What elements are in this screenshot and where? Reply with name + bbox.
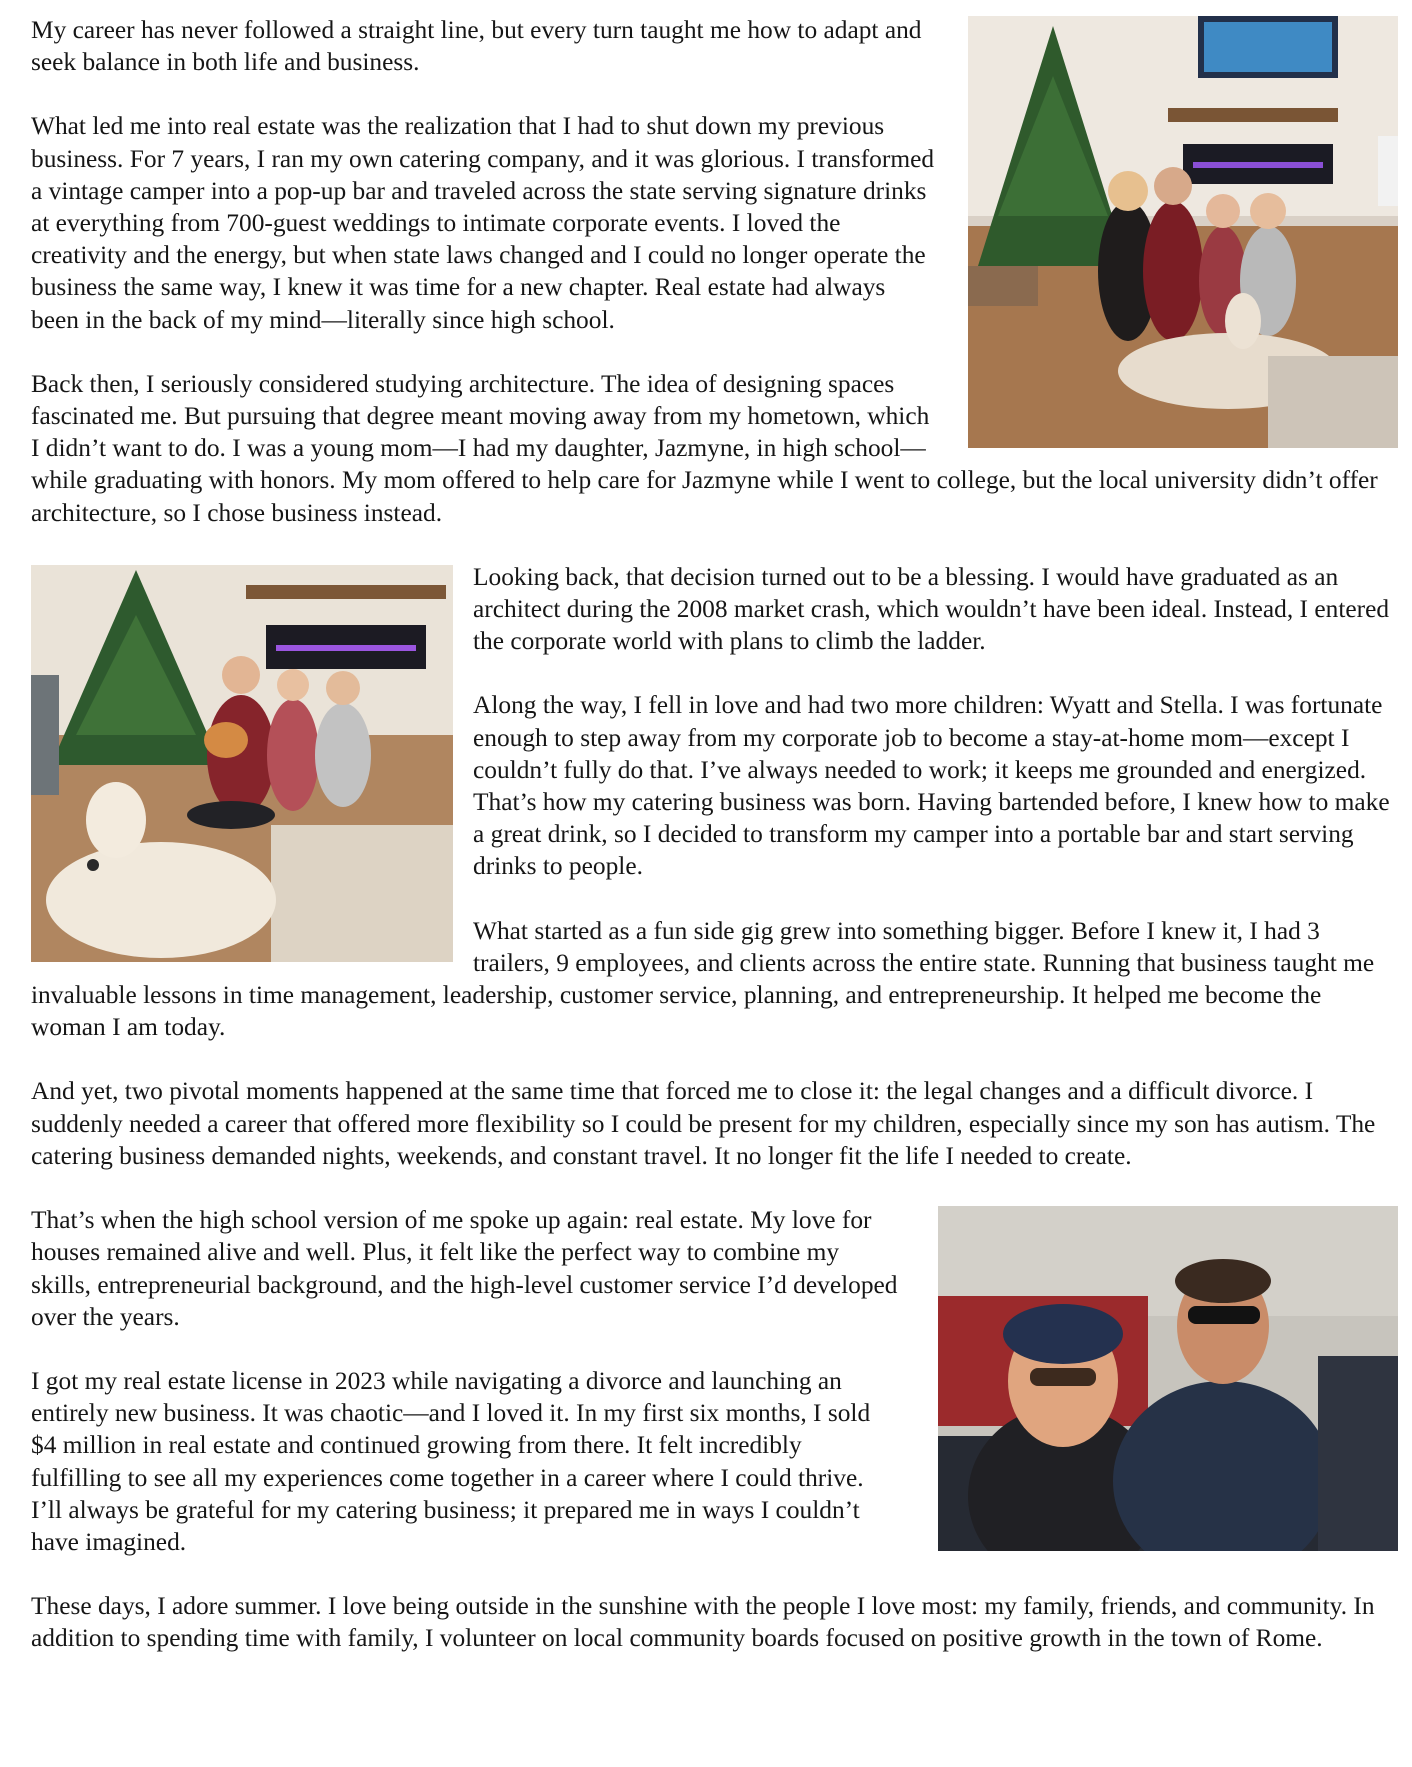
paragraph-1: My career has never followed a straight line, but every turn taught me how to adapt and seek balance in both life and business. xyxy=(31,16,922,77)
paragraph-8: That’s when the high school version of me spoke up again: real estate. My love for houses remained alive and well. Plus, it felt like the perfect way to combine my skills, entrepreneurial background, and the high-level customer service I’d developed over the years. xyxy=(31,1206,898,1331)
article xyxy=(31,14,1398,1687)
paragraph-4: Looking back, that decision turned out to be a blessing. I would have graduated as an architect during the 2008 market crash, which wouldn’t have been ideal. Instead, I entered the corporate world with plans to climb the ladder. xyxy=(473,562,1390,656)
couple-convertible-photo xyxy=(938,1206,1398,1551)
paragraph-2: What led me into real estate was the realization that I had to shut down my previous business. For 7 years, I ran my own catering company, and it was glorious. I transformed a vintage camper into a pop-up bar and traveled across the state serving signature drinks at everything from 700-guest weddings to intimate corporate events. I loved the creativity and the energy, but when state laws changed and I could no longer operate the business the same way, I knew it was time for a new chapter. Real estate had always been in the back of my mind—literally since high school. xyxy=(31,112,935,334)
paragraph-3: Back then, I seriously considered studying architecture. The idea of designing spaces fascinated me. But pursuing that degree meant moving away from my hometown, which I didn’t want to do. I was a young mom—I had my daughter, Jazmyne, in high school—while graduating with honors. My mom offered to help care for Jazmyne while I went to college, but the local university didn’t offer architecture, so I chose business instead. xyxy=(31,369,1378,527)
paragraph-9: I got my real estate license in 2023 while navigating a divorce and launching an entirely new business. It was chaotic—and I loved it. In my first six months, I sold $4 million in real estate and continued growing from there. It felt incredibly fulfilling to see all my experiences come together in a career where I could thrive. I’ll always be grateful for my catering business; it prepared me in ways I couldn’t have imagined. xyxy=(31,1366,871,1556)
paragraph-5: Along the way, I fell in love and had two more children: Wyatt and Stella. I was fortunate enough to step away from my corporate job to become a stay-at-home mom—except I couldn’t fully do that. I’ve always needed to work; it keeps me grounded and energized. That’s how my catering business was born. Having bartended before, I knew how to make a great drink, so I decided to transform my camper into a portable bar and start serving drinks to people. xyxy=(473,691,1390,881)
paragraph-10: These days, I adore summer. I love being outside in the sunshine with the people I love most: my family, friends, and community. In addition to spending time with family, I volunteer on local community boards focused on positive growth in the town of Rome. xyxy=(31,1592,1375,1653)
paragraph-7: And yet, two pivotal moments happened at the same time that forced me to close it: the legal changes and a difficult divorce. I suddenly needed a career that offered more flexibility so I could be present for my children, especially since my son has autism. The catering business demanded nights, weekends, and constant travel. It no longer fit the life I needed to create. xyxy=(31,1077,1376,1170)
children-christmas-photo xyxy=(31,565,453,962)
couple-convertible-photo-image xyxy=(938,1206,1398,1551)
children-christmas-photo-image xyxy=(31,565,453,962)
family-christmas-photo-image xyxy=(968,16,1398,448)
paragraph-6: What started as a fun side gig grew into something bigger. Before I knew it, I had 3 trailers, 9 employees, and clients across the entire state. Running that business taught me invaluable lessons in time management, leadership, customer service, planning, and entrepreneurship. It helped me become the woman I am today. xyxy=(31,916,1375,1042)
family-christmas-photo xyxy=(968,16,1398,448)
